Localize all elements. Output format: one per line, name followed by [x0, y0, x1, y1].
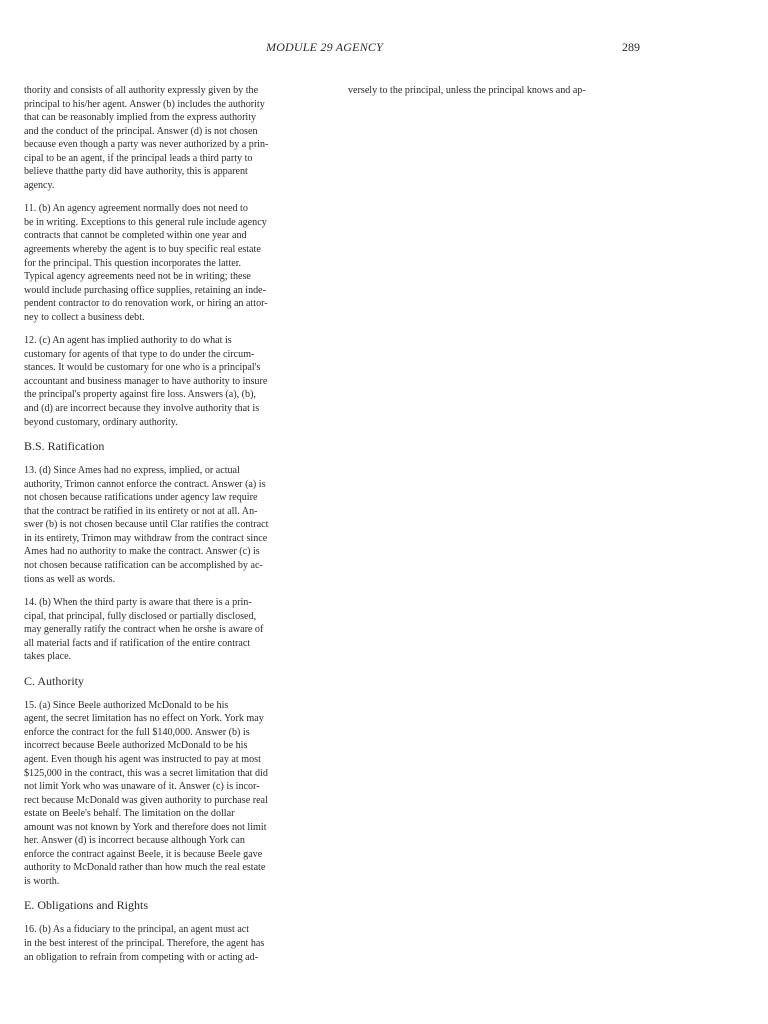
text-line: contracts that cannot be completed within one year and	[24, 230, 247, 242]
answer-13	[24, 464, 300, 586]
text-line: agreements whereby the agent is to buy specific real estate	[24, 244, 261, 256]
section-heading-authority: C. Authority	[24, 673, 85, 688]
text-line: her. Answer (d) is incorrect because although York can	[24, 835, 245, 847]
text-line: 11. (b) An agency agreement normally does not need to	[24, 203, 248, 215]
answer-12	[24, 334, 300, 429]
text-line: principal to his/her agent. Answer (b) includes the authority	[24, 98, 265, 110]
text-line: 12. (c) An agent has implied authority to do what is	[24, 335, 232, 347]
page-number: 289	[622, 40, 640, 54]
text-line: incorrect because Beele authorized McDonald to be his	[24, 740, 248, 752]
running-head: MODULE 29 AGENCY	[266, 40, 383, 54]
text-line: stances. It would be customary for one who is a principal's	[24, 362, 261, 374]
text-line: in the best interest of the principal. Therefore, the agent has	[24, 937, 265, 949]
text-line: beyond customary, ordinary authority.	[24, 416, 178, 428]
text-line: amount was not known by York and therefore does not limit	[24, 821, 267, 833]
answer-10-continued	[24, 84, 300, 192]
text-line: customary for agents of that type to do under the circum-	[24, 348, 255, 360]
text-line: thority and consists of all authority expressly given by the	[24, 85, 259, 96]
text-line: enforce the contract against Beele, it is because Beele gave	[24, 848, 263, 860]
text-line: authority to McDonald rather than how much the real estate	[24, 862, 266, 874]
text-line: pendent contractor to do renovation work, or hiring an attor-	[24, 298, 268, 310]
text-line: and the conduct of the principal. Answer (d) is not chosen	[24, 125, 258, 137]
text-line: rect because McDonald was given authority to purchase real	[24, 794, 268, 806]
text-line: that can be reasonably implied from the express authority	[24, 112, 257, 124]
text-line: believe thatthe party did have authority, this is apparent	[24, 166, 248, 178]
answer-11	[24, 202, 300, 324]
text-line: agency.	[24, 179, 55, 191]
answer-14	[24, 596, 300, 664]
text-line: would include purchasing office supplies, retaining an inde-	[24, 284, 266, 296]
text-line: is worth.	[24, 875, 60, 887]
page-header	[0, 40, 768, 56]
text-line: cipal to be an agent, if the principal leads a third party to	[24, 152, 253, 164]
text-line: agent, the secret limitation has no effect on York. York may	[24, 713, 264, 725]
text-line: in its entirety, Trimon may withdraw from the contract since	[24, 532, 268, 544]
text-line: may generally ratify the contract when he orshe is aware of	[24, 624, 264, 636]
text-line: for the principal. This question incorporates the latter.	[24, 257, 242, 269]
answer-15	[24, 699, 300, 889]
text-line: not chosen because ratification can be accomplished by ac-	[24, 559, 263, 571]
text-line: versely to the principal, unless the principal knows and ap-	[348, 85, 586, 96]
text-line: ney to collect a business debt.	[24, 311, 145, 323]
text-line: enforce the contract for the full $140,000. Answer (b) is	[24, 726, 250, 738]
left-column	[24, 84, 300, 974]
text-line: because even though a party was never authorized by a prin-	[24, 139, 269, 151]
text-line: 14. (b) When the third party is aware that there is a prin-	[24, 597, 252, 609]
text-line: 16. (b) As a fiduciary to the principal, an agent must act	[24, 924, 250, 936]
text-line: cipal, that principal, fully disclosed or partially disclosed,	[24, 610, 257, 622]
section-heading-ratification: B.S. Ratification	[24, 439, 105, 454]
text-line: not limit York who was unaware of it. Answer (c) is incor-	[24, 781, 260, 793]
text-line: estate on Beele's behalf. The limitation on the dollar	[24, 808, 235, 820]
section-heading-obligations: E. Obligations and Rights	[24, 898, 148, 913]
text-line: be in writing. Exceptions to this general rule include agency	[24, 216, 267, 228]
text-line: an obligation to refrain from competing with or acting ad-	[24, 951, 259, 963]
text-line: all material facts and if ratification of the entire contract	[24, 637, 251, 649]
text-line: tions as well as words.	[24, 573, 116, 585]
answer-16	[24, 923, 300, 964]
text-line: the principal's property against fire loss. Answers (a), (b),	[24, 389, 256, 401]
text-line: swer (b) is not chosen because until Clar ratifies the contract	[24, 519, 269, 531]
text-line: accountant and business manager to have authority to insure	[24, 375, 268, 387]
answer-16-continued	[348, 84, 624, 98]
text-line: Ames had no authority to make the contract. Answer (c) is	[24, 546, 260, 558]
text-line: and (d) are incorrect because they involve authority that is	[24, 403, 260, 415]
text-line: 13. (d) Since Ames had no express, implied, or actual	[24, 465, 240, 477]
text-line: not chosen because ratifications under agency law require	[24, 492, 258, 504]
text-line: Typical agency agreements need not be in writing; these	[24, 271, 251, 283]
text-line: authority, Trimon cannot enforce the contract. Answer (a) is	[24, 478, 266, 490]
text-line: 15. (a) Since Beele authorized McDonald to be his	[24, 699, 229, 711]
text-line: takes place.	[24, 651, 72, 663]
text-line: $125,000 in the contract, this was a secret limitation that did	[24, 767, 268, 779]
right-column	[348, 84, 624, 108]
text-line: that the contract be ratified in its entirety or not at all. An-	[24, 505, 258, 517]
text-line: agent. Even though his agent was instructed to pay at most	[24, 753, 261, 765]
